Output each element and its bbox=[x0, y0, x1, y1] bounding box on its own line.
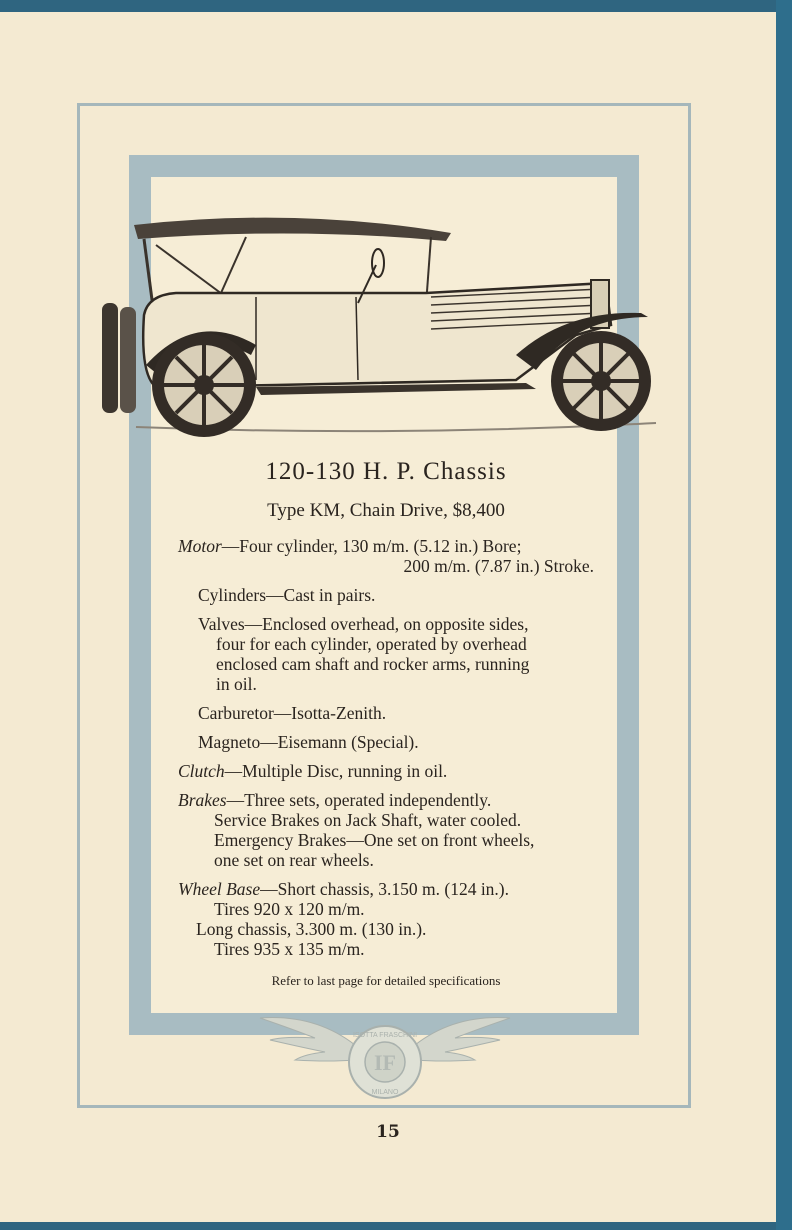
chassis-subtitle: Type KM, Chain Drive, $8,400 bbox=[267, 500, 505, 521]
magneto-spec: Magneto—Eisemann (Special). bbox=[198, 732, 419, 752]
valves-line-4: in oil. bbox=[216, 674, 257, 694]
wheelbase-spec bbox=[178, 879, 594, 959]
emblem-monogram: IF bbox=[374, 1050, 396, 1075]
carburetor-spec: Carburetor—Isotta-Zenith. bbox=[198, 703, 387, 723]
emblem-city: MILANO bbox=[371, 1089, 399, 1096]
brakes-line-1: —Three sets, operated independently. bbox=[226, 790, 492, 810]
page-number: 15 bbox=[376, 1122, 400, 1142]
specifications-note: Refer to last page for detailed specifications bbox=[271, 973, 501, 988]
spec-text bbox=[178, 458, 594, 989]
valves-line-2: four for each cylinder, operated by overhead bbox=[216, 634, 527, 654]
motor-text-1: —Four cylinder, 130 m/m. (5.12 in.) Bore; bbox=[221, 536, 522, 556]
motor-text-2: 200 m/m. (7.87 in.) Stroke. bbox=[403, 556, 594, 576]
motor-label: Motor bbox=[178, 536, 222, 556]
wheelbase-line-1: —Short chassis, 3.150 m. (124 in.). bbox=[260, 879, 510, 899]
wheelbase-label: Wheel Base bbox=[178, 879, 261, 899]
valves-line-1: Valves—Enclosed overhead, on opposite sides, bbox=[198, 614, 529, 634]
isotta-fraschini-emblem bbox=[255, 1010, 515, 1105]
emblem-ring-text: ISOTTA FRASCHINI bbox=[352, 1032, 418, 1039]
brakes-line-4: one set on rear wheels. bbox=[214, 850, 374, 870]
clutch-label: Clutch bbox=[178, 761, 225, 781]
clutch-text: —Multiple Disc, running in oil. bbox=[224, 761, 448, 781]
motor-spec bbox=[178, 536, 594, 576]
clutch-spec bbox=[178, 761, 594, 781]
chassis-title: 120-130 H. P. Chassis bbox=[265, 458, 507, 485]
wheelbase-line-2: Tires 920 x 120 m/m. bbox=[214, 899, 365, 919]
touring-car-illustration bbox=[96, 205, 666, 450]
brakes-line-3: Emergency Brakes—One set on front wheels, bbox=[214, 830, 535, 850]
valves-spec bbox=[178, 614, 594, 694]
wheelbase-line-3: Long chassis, 3.300 m. (130 in.). bbox=[196, 919, 427, 939]
brakes-label: Brakes bbox=[178, 790, 227, 810]
valves-line-3: enclosed cam shaft and rocker arms, running bbox=[216, 654, 530, 674]
brakes-line-2: Service Brakes on Jack Shaft, water cooled. bbox=[214, 810, 522, 830]
wheelbase-line-4: Tires 935 x 135 m/m. bbox=[214, 939, 365, 959]
brakes-spec bbox=[178, 790, 594, 870]
cylinders-spec: Cylinders—Cast in pairs. bbox=[198, 585, 376, 605]
cover-spine bbox=[776, 0, 792, 1230]
